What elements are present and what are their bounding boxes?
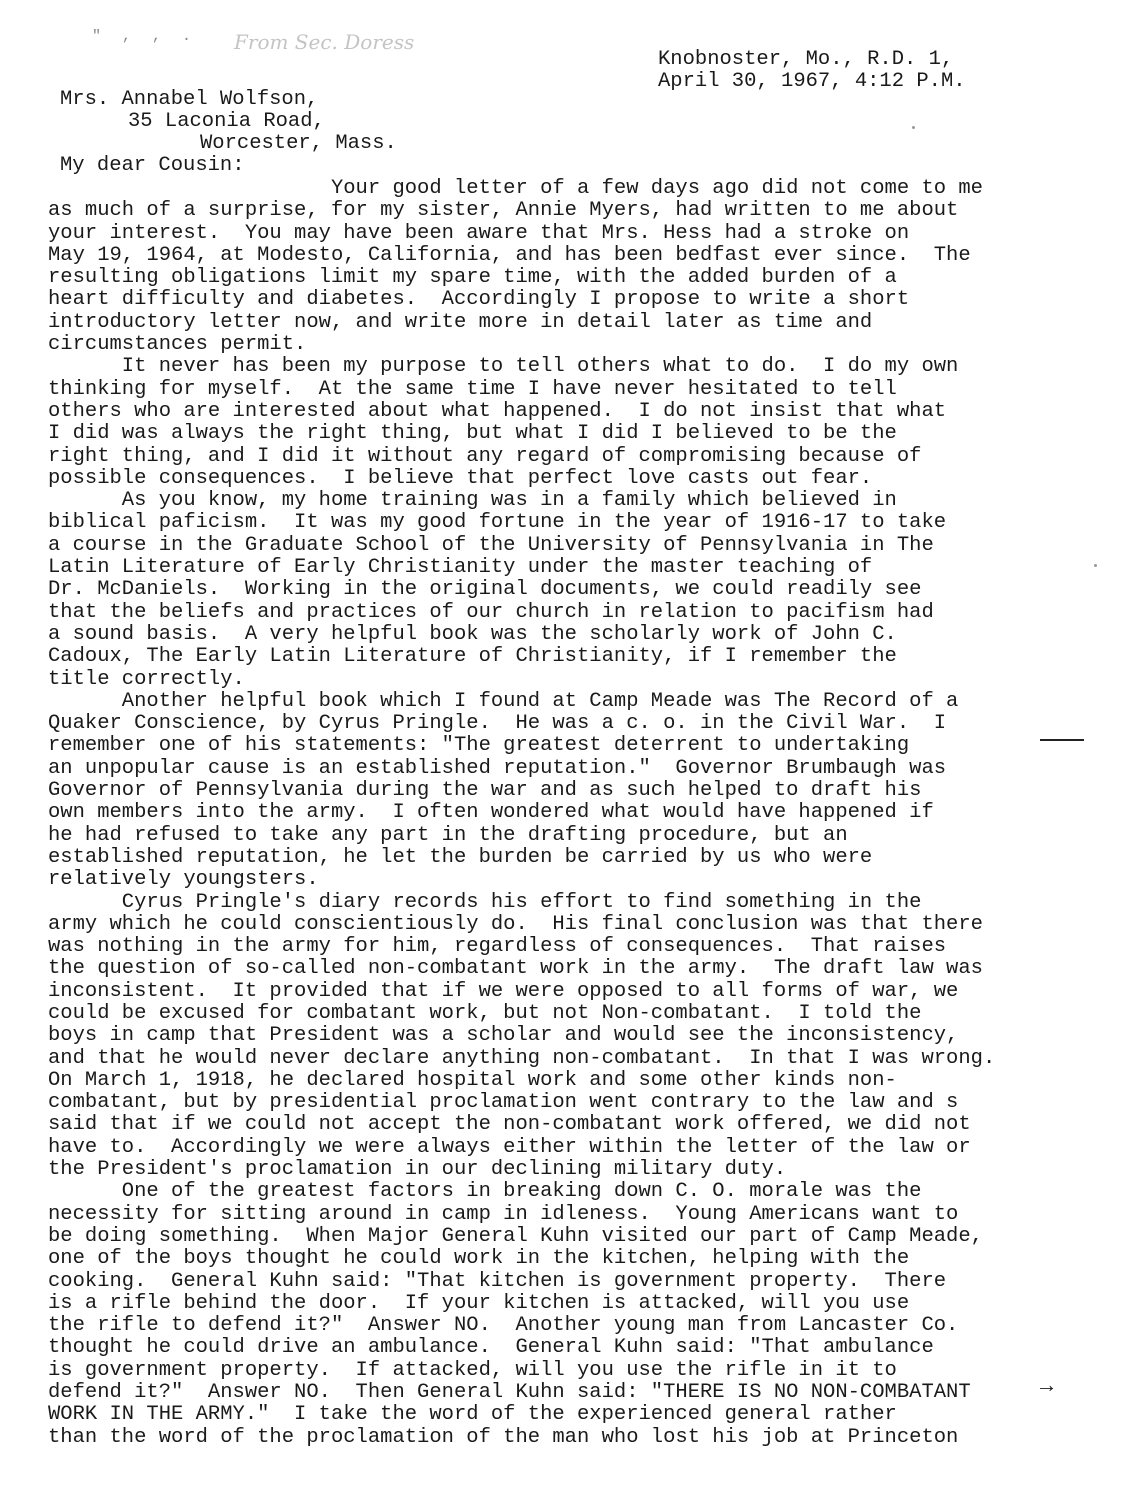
- body-line: circumstances permit.: [48, 333, 307, 357]
- letter-body: [48, 178, 1058, 1471]
- recipient-name: Mrs. Annabel Wolfson,: [60, 88, 319, 111]
- body-line: May 19, 1964, at Modesto, California, and has been bedfast ever since. The: [48, 243, 971, 267]
- body-line: one of the boys thought he could work in the kitchen, helping with the: [48, 1247, 910, 1271]
- body-line: than the word of the proclamation of the man who lost his job at Princeton: [48, 1425, 959, 1449]
- paper-speck: [1094, 564, 1097, 567]
- body-line: Dr. McDaniels. Working in the original documents, we could readily see: [48, 578, 922, 602]
- body-line: right thing, and I did it without any regard of compromising because of: [48, 444, 922, 468]
- body-line: own members into the army. I often wondered what would have happened if: [48, 801, 934, 825]
- body-line: resulting obligations limit my spare time, with the added burden of a: [48, 266, 897, 290]
- body-line: possible consequences. I believe that perfect love casts out fear.: [48, 466, 873, 490]
- body-line: is government property. If attacked, will you use the rifle in it to: [48, 1358, 897, 1382]
- body-line: the question of so-called non-combatant work in the army. The draft law was: [48, 957, 983, 981]
- body-line: It never has been my purpose to tell others what to do. I do my own: [48, 355, 959, 379]
- body-line: title correctly.: [48, 667, 245, 691]
- body-line: the rifle to defend it?" Answer NO. Another young man from Lancaster Co.: [48, 1314, 959, 1338]
- body-line: others who are interested about what happened. I do not insist that what: [48, 399, 947, 423]
- body-line: a course in the Graduate School of the University of Pennsylvania in The: [48, 533, 934, 557]
- body-line: [48, 1449, 1058, 1471]
- body-line: combatant, but by presidential proclamation went contrary to the law and s: [48, 1091, 959, 1115]
- body-line: On March 1, 1918, he declared hospital work and some other kinds non-: [48, 1068, 897, 1092]
- body-line: necessity for sitting around in camp in idleness. Young Americans want to: [48, 1202, 959, 1226]
- body-line: Latin Literature of Early Christianity under the master teaching of: [48, 556, 873, 580]
- body-line: introductory letter now, and write more in detail later as time and: [48, 310, 873, 334]
- body-line: relatively youngsters.: [48, 868, 319, 892]
- recipient-street: 35 Laconia Road,: [128, 110, 325, 133]
- body-line: As you know, my home training was in a family which believed in: [48, 489, 897, 513]
- body-line: as much of a surprise, for my sister, Annie Myers, had written to me about: [48, 199, 959, 223]
- body-line: he had refused to take any part in the drafting procedure, but an: [48, 823, 848, 847]
- faint-typed-marks: " , , .: [92, 28, 198, 45]
- body-line: and that he would never declare anything non-combatant. In that I was wrong.: [48, 1046, 996, 1070]
- body-line: I did was always the right thing, but what I did I believed to be the: [48, 422, 897, 446]
- body-line: a sound basis. A very helpful book was the scholarly work of John C.: [48, 622, 897, 646]
- body-line: Governor of Pennsylvania during the war and as such helped to draft his: [48, 779, 922, 803]
- body-line: thinking for myself. At the same time I have never hesitated to tell: [48, 377, 897, 401]
- body-line: an unpopular cause is an established reputation." Governor Brumbaugh was: [48, 756, 947, 780]
- body-line: Quaker Conscience, by Cyrus Pringle. He was a c. o. in the Civil War. I: [48, 712, 947, 736]
- body-line: was nothing in the army for him, regardless of consequences. That raises: [48, 935, 947, 959]
- body-line: WORK IN THE ARMY." I take the word of the experienced general rather: [48, 1403, 897, 1427]
- body-line: boys in camp that President was a scholar and would see the inconsistency,: [48, 1024, 959, 1048]
- sender-location: Knobnoster, Mo., R.D. 1,: [658, 48, 954, 71]
- paper-speck: [912, 126, 915, 129]
- body-line: Your good letter of a few days ago did not come to me: [48, 177, 983, 200]
- salutation: My dear Cousin:: [60, 154, 245, 177]
- body-line: have to. Accordingly we were always either within the letter of the law or: [48, 1135, 971, 1159]
- margin-arrow-icon: →: [1040, 1374, 1054, 1399]
- body-line: inconsistent. It provided that if we were opposed to all forms of war, we: [48, 979, 959, 1003]
- body-line: remember one of his statements: "The greatest deterrent to undertaking: [48, 734, 910, 758]
- letter-date: April 30, 1967, 4:12 P.M.: [658, 70, 966, 93]
- body-line: thought he could drive an ambulance. General Kuhn said: "That ambulance: [48, 1336, 934, 1360]
- body-line: One of the greatest factors in breaking down C. O. morale was the: [48, 1180, 922, 1204]
- margin-dash-mark: [1040, 739, 1084, 741]
- body-line: be doing something. When Major General Kuhn visited our part of Camp Meade,: [48, 1224, 983, 1248]
- pencil-annotation: From Sec. Doress: [234, 30, 415, 54]
- body-line: said that if we could not accept the non-combatant work offered, we did not: [48, 1113, 971, 1137]
- body-line: Another helpful book which I found at Camp Meade was The Record of a: [48, 689, 959, 713]
- body-line: your interest. You may have been aware that Mrs. Hess had a stroke on: [48, 221, 910, 245]
- body-line: army which he could conscientiously do. His final conclusion was that there: [48, 912, 983, 936]
- body-line: could be excused for combatant work, but not Non-combatant. I told the: [48, 1001, 922, 1025]
- body-line: established reputation, he let the burden be carried by us who were: [48, 845, 873, 869]
- body-line: that the beliefs and practices of our church in relation to pacifism had: [48, 600, 934, 624]
- body-line: biblical paficism. It was my good fortune in the year of 1916-17 to take: [48, 511, 947, 535]
- body-line: Cadoux, The Early Latin Literature of Christianity, if I remember the: [48, 645, 897, 669]
- body-line: defend it?" Answer NO. Then General Kuhn said: "THERE IS NO NON-COMBATANT: [48, 1381, 971, 1405]
- body-line: the President's proclamation in our declining military duty.: [48, 1158, 787, 1182]
- body-line: heart difficulty and diabetes. Accordingly I propose to write a short: [48, 288, 910, 312]
- recipient-city: Worcester, Mass.: [200, 132, 397, 155]
- body-line: cooking. General Kuhn said: "That kitchen is government property. There: [48, 1269, 947, 1293]
- body-line: Cyrus Pringle's diary records his effort to find something in the: [48, 890, 922, 914]
- body-line: is a rifle behind the door. If your kitchen is attacked, will you use: [48, 1291, 910, 1315]
